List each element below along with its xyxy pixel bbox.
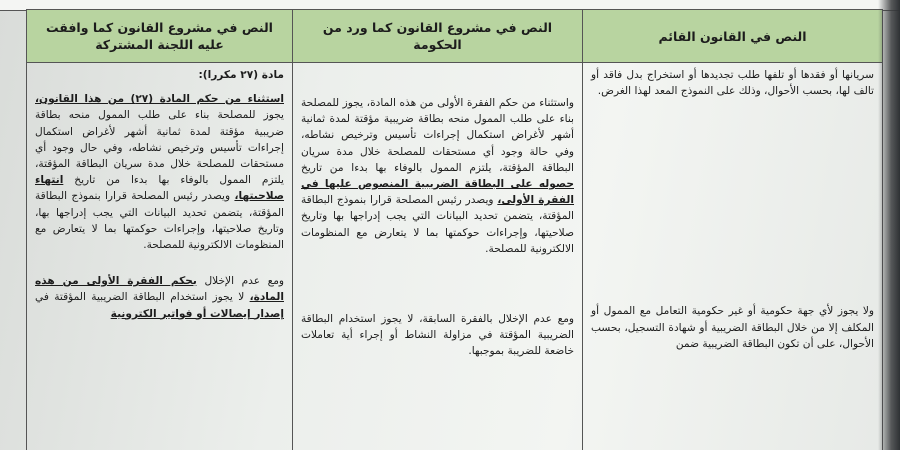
cell-current-law bbox=[583, 63, 883, 450]
gov-para1-end: ويصدر رئيس المصلحة قرارا بنموذج البطاقة المؤقتة، يتضمن تحديد البيانات التي يجب إدراجها بها وتاريخ صلاحيتها، وإجراءات حوكمتها بما لا يتعارض مع المنظومات الالكترونية للمصلحة. bbox=[301, 194, 574, 255]
committee-p1-mid: يجوز للمصلحة بناء على طلب الممول منحه بطاقة ضريبية مؤقتة لمدة ثمانية أشهر لأغراض استكمال إجراءات تأسيس وترخيص نشاطه، وفي حال وجود أي مستحقات للمصلحة خلال مدة سريان البطاقة المؤقتة، يلتزم الممول بالوفاء بها بدءا من تاريخ bbox=[35, 109, 284, 187]
committee-para-1 bbox=[27, 87, 292, 257]
header-current-law: النص في القانون القائم bbox=[583, 10, 883, 63]
law-comparison-table bbox=[26, 9, 883, 450]
gov-para1-bold: حصوله على البطاقة الضريبية المنصوص عليها في الفقرة الأولى، bbox=[301, 178, 575, 207]
background-edge bbox=[878, 0, 900, 450]
committee-p2-bold: بحكم الفقرة الأولى من هذه المادة، bbox=[35, 275, 284, 304]
committee-p2-start: ومع عدم الإخلال bbox=[204, 275, 284, 288]
committee-p1-end: ويصدر رئيس المصلحة قرارا بنموذج البطاقة المؤقتة، يتضمن تحديد البيانات التي يجب إدراجها بها، وتاريخ صلاحيتها، وإجراءات حوكمتها بما لا يتعارض مع المنظومات الالكترونية للمصلحة. bbox=[35, 190, 284, 252]
header-committee-text: النص في مشروع القانون كما وافقت عليه اللجنة المشتركة bbox=[27, 10, 293, 63]
committee-p2-bold2: إصدار إيصالات أو فواتير الكترونية bbox=[110, 307, 284, 320]
table-header-row bbox=[27, 10, 883, 63]
table-body-row bbox=[27, 63, 883, 450]
government-draft-para-1 bbox=[293, 91, 582, 261]
cell-committee-text bbox=[27, 63, 293, 450]
committee-para-2 bbox=[27, 269, 292, 326]
cell-government-draft bbox=[293, 63, 583, 450]
header-government-draft: النص في مشروع القانون كما ورد من الحكومة bbox=[293, 10, 583, 63]
gov-para1-start: واستثناء من حكم الفقرة الأولى من هذه المادة، يجوز للمصلحة بناء على طلب الممول منحه بطاقة ضريبية مؤقتة لمدة ثمانية أشهر لأغراض استكمال إجراءات تأسيس وترخيص نشاطه، وفي حالة وجود أي مستحقات للمصلحة خلال مدة سريان البطاقة المؤقتة، يلتزم الممول بالوفاء بها بدءا من تاريخ bbox=[301, 97, 574, 174]
committee-article-title: مادة (٢٧ مكررا): bbox=[198, 69, 284, 81]
current-law-para-1: سريانها أو فقدها أو تلفها طلب تجديدها أو استخراج بدل فاقد أو تالف لها، بحسب الأحوال، وذلك على النموذج المعد لهذا الغرض. bbox=[591, 69, 874, 98]
committee-p2-mid: لا يجوز استخدام البطاقة الضريبية المؤقتة في bbox=[35, 291, 245, 304]
government-draft-para-2: ومع عدم الإخلال بالفقرة السابقة، لا يجوز استخدام البطاقة الضريبية المؤقتة في مزاولة النشاط أو إجراء أية تعاملات خاضعة للضريبة بموجبها. bbox=[301, 313, 574, 358]
committee-p1-bold: استثناء من حكم المادة (٢٧) من هذا القانون، bbox=[35, 93, 284, 106]
current-law-para-2: ولا يجوز لأي جهة حكومية أو غير حكومية التعامل مع الممول أو المكلف إلا من خلال البطاقة الضريبية أو شهادة التسجيل، بحسب الأحوال، على أن تكون البطاقة الضريبية ضمن bbox=[591, 305, 874, 350]
committee-p1-bold2: انتهاء صلاحيتها، bbox=[35, 174, 285, 203]
